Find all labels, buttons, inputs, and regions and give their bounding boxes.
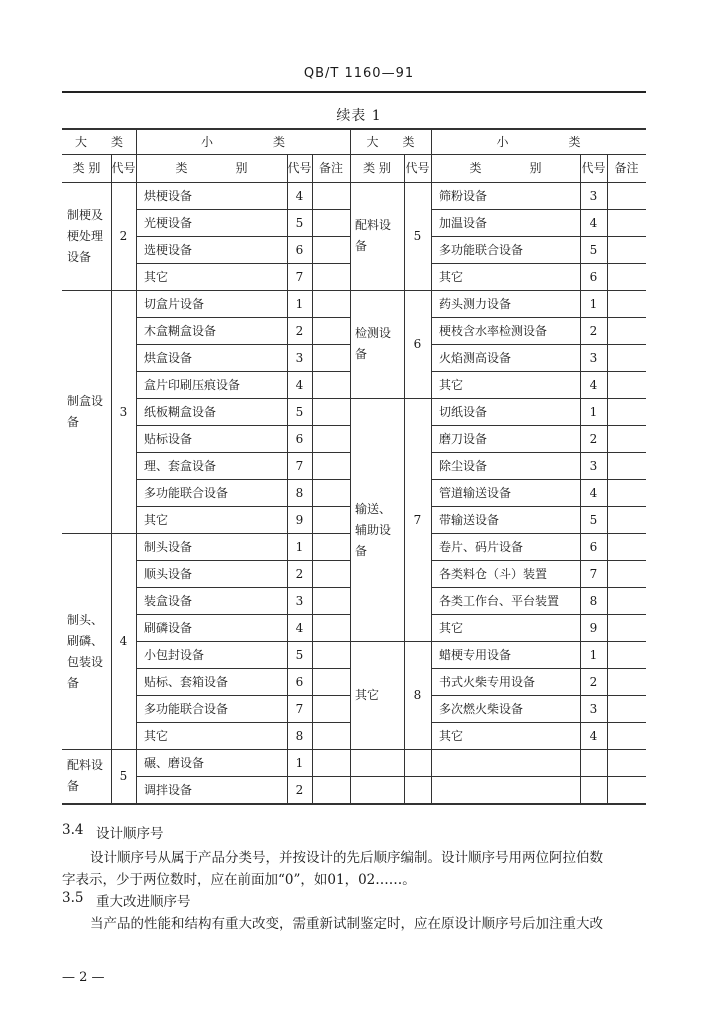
paragraph-2-line-1: 当产品的性能和结构有重大改变，需重新试制鉴定时，应在原设计顺序号后加注重大改 — [90, 916, 603, 932]
left-group-code: 3 — [119, 404, 128, 419]
right-row-divider — [431, 641, 646, 642]
left-row-divider — [136, 614, 350, 615]
right-subcategory-code: 2 — [589, 432, 598, 446]
header-category-left: 类 别 — [72, 161, 101, 175]
page-number: — 2 — — [62, 970, 105, 985]
right-subcategory-name: 加温设备 — [439, 216, 488, 230]
right-subcategory-name: 其它 — [439, 378, 464, 392]
left-subcategory-name: 烘盒设备 — [144, 351, 193, 365]
left-subcategory-code: 5 — [295, 216, 304, 230]
right-group-code: 8 — [413, 688, 422, 702]
code-column-divider-1 — [404, 154, 405, 803]
right-group-divider-3 — [350, 641, 431, 642]
left-row-divider — [136, 506, 350, 507]
right-subcategory-code: 1 — [589, 297, 598, 311]
left-subcategory-name: 光梗设备 — [144, 216, 193, 230]
left-subcategory-code: 2 — [295, 567, 304, 581]
left-subcategory-name: 切盒片设备 — [144, 297, 205, 311]
left-subcategory-name: 其它 — [144, 513, 169, 527]
left-subcategory-code: 6 — [295, 243, 304, 257]
header-category-right: 类 别 — [363, 161, 391, 175]
left-subcategory-name: 装盒设备 — [144, 594, 193, 608]
left-row-divider — [136, 749, 350, 750]
left-subcategory-code: 9 — [295, 513, 304, 527]
right-row-divider — [431, 506, 646, 507]
right-subcategory-code: 4 — [589, 216, 598, 230]
paragraph-1-line-1: 设计顺序号从属于产品分类号，并按设计的先后顺序编制。设计顺序号用两位阿拉伯数 — [90, 850, 603, 866]
header-rule — [62, 91, 646, 93]
left-subcategory-code: 2 — [295, 783, 304, 797]
right-group-name: 输送、辅助设备 — [355, 501, 392, 558]
right-subcategory-code: 3 — [589, 702, 598, 716]
left-subcategory-code: 7 — [295, 702, 304, 716]
right-row-divider — [431, 614, 646, 615]
left-subcategory-name: 碾、磨设备 — [144, 756, 205, 770]
right-row-divider — [431, 452, 646, 453]
right-group-divider-2 — [350, 398, 431, 399]
left-subcategory-code: 2 — [295, 324, 304, 338]
left-group-divider-2 — [62, 533, 136, 534]
right-subcategory-code: 1 — [589, 405, 598, 419]
left-group-name: 制梗及梗处理设备 — [67, 207, 104, 264]
left-subcategory-code: 8 — [295, 486, 304, 500]
right-subcategory-name: 多次燃火柴设备 — [439, 702, 524, 716]
header-subcode-left: 代号 — [287, 161, 312, 175]
major-column-divider-0 — [136, 128, 137, 803]
section-3-4-heading: 设计顺序号 — [96, 826, 164, 842]
left-subcategory-code: 8 — [295, 729, 304, 743]
right-subcategory-name: 其它 — [439, 621, 464, 635]
right-subcategory-name: 除尘设备 — [439, 459, 488, 473]
header-row-divider — [62, 154, 646, 155]
right-row-divider — [431, 398, 646, 399]
left-row-divider — [136, 290, 350, 291]
header-remarks-left: 备注 — [318, 161, 344, 175]
right-group-code: 5 — [413, 229, 422, 243]
left-group-code: 5 — [119, 769, 128, 783]
table-bottom-rule — [62, 803, 646, 805]
left-subcategory-name: 理、套盒设备 — [144, 459, 217, 473]
table-title: 续表 1 — [336, 108, 382, 124]
right-subcategory-code: 4 — [589, 378, 598, 392]
left-subcategory-name: 其它 — [144, 729, 169, 743]
left-subcategory-name: 小包封设备 — [144, 648, 205, 662]
left-row-divider — [136, 344, 350, 345]
right-subcategory-name: 其它 — [439, 729, 464, 743]
left-row-divider — [136, 425, 350, 426]
left-subcategory-code: 6 — [295, 675, 304, 689]
left-row-divider — [136, 695, 350, 696]
right-group-name: 其它 — [355, 687, 380, 702]
left-row-divider — [136, 479, 350, 480]
header-minor-class-right: 小 类 — [496, 135, 581, 149]
left-subcategory-code: 4 — [295, 189, 304, 203]
right-subcategory-code: 2 — [589, 675, 598, 689]
right-subcategory-code: 6 — [589, 540, 598, 554]
left-row-divider — [136, 317, 350, 318]
right-row-divider — [431, 722, 646, 723]
left-row-divider — [136, 371, 350, 372]
right-empty-row-divider — [350, 776, 646, 777]
right-row-divider — [431, 560, 646, 561]
section-3-4-number: 3.4 — [62, 822, 84, 838]
right-subcategory-code: 3 — [589, 459, 598, 473]
right-group-code: 6 — [413, 337, 422, 351]
left-row-divider — [136, 398, 350, 399]
left-subcategory-name: 制头设备 — [144, 540, 193, 554]
left-subcategory-name: 木盒糊盒设备 — [144, 324, 217, 338]
right-group-name: 配料设备 — [355, 218, 392, 253]
left-subcategory-code: 4 — [295, 621, 304, 635]
left-subcategory-code: 5 — [295, 405, 304, 419]
right-subcategory-name: 多功能联合设备 — [439, 243, 524, 257]
section-3-5-heading: 重大改进顺序号 — [96, 894, 191, 910]
left-row-divider — [136, 668, 350, 669]
right-subcategory-code: 3 — [589, 189, 598, 203]
right-subcategory-name: 药头测力设备 — [439, 297, 512, 311]
right-subcategory-name: 管道输送设备 — [439, 486, 512, 500]
left-subcategory-name: 刷磷设备 — [144, 621, 193, 635]
right-subcategory-code: 7 — [589, 567, 598, 581]
header-subcategory-left: 类 别 — [175, 161, 248, 175]
left-group-name: 制头、刷磷、包装设备 — [67, 612, 104, 690]
right-subcategory-name: 切纸设备 — [439, 405, 488, 419]
left-row-divider — [136, 641, 350, 642]
left-row-divider — [136, 776, 350, 777]
left-subcategory-code: 1 — [295, 756, 304, 770]
left-subcategory-code: 1 — [295, 297, 304, 311]
right-subcategory-code: 5 — [589, 513, 598, 527]
left-subcategory-code: 3 — [295, 594, 304, 608]
right-subcategory-code: 8 — [589, 594, 598, 608]
left-subcategory-code: 4 — [295, 378, 304, 392]
left-subcategory-code: 7 — [295, 459, 304, 473]
left-group-name: 制盒设备 — [67, 393, 104, 429]
left-subcategory-name: 多功能联合设备 — [144, 486, 229, 500]
left-row-divider — [136, 452, 350, 453]
header-code-right: 代号 — [405, 161, 430, 175]
header-minor-class-left: 小 类 — [200, 135, 286, 149]
right-group-name: 检测设备 — [355, 326, 392, 361]
right-row-divider — [431, 425, 646, 426]
left-group-code: 2 — [119, 229, 128, 243]
left-subcategory-name: 纸板糊盒设备 — [144, 405, 217, 419]
right-row-divider — [431, 236, 646, 237]
right-subcategory-name: 带输送设备 — [439, 513, 500, 527]
right-subcategory-code: 9 — [589, 621, 598, 635]
right-row-divider — [431, 317, 646, 318]
left-subcategory-code: 1 — [295, 540, 304, 554]
paragraph-1-line-2: 字表示，少于两位数时，应在前面加“0”，如01，02……。 — [62, 872, 416, 888]
left-subcategory-name: 贴标、套箱设备 — [144, 675, 229, 689]
right-subcategory-name: 火焰测高设备 — [439, 351, 512, 365]
right-group-divider-1 — [350, 290, 431, 291]
right-subcategory-name: 磨刀设备 — [439, 432, 488, 446]
left-group-divider-1 — [62, 290, 136, 291]
left-subcategory-code: 6 — [295, 432, 304, 446]
table-middle-divider — [350, 128, 351, 803]
right-row-divider — [431, 668, 646, 669]
right-subcategory-code: 1 — [589, 648, 598, 662]
right-subcategory-name: 其它 — [439, 270, 464, 284]
left-subcategory-name: 调拌设备 — [144, 783, 193, 797]
right-subcategory-code: 5 — [589, 243, 598, 257]
right-subcategory-code: 2 — [589, 324, 598, 338]
left-row-divider — [136, 236, 350, 237]
left-subcategory-name: 其它 — [144, 270, 169, 284]
left-group-code: 4 — [119, 634, 128, 648]
right-subcategory-name: 书式火柴专用设备 — [439, 675, 536, 689]
header-remarks-right: 备注 — [614, 161, 639, 175]
right-subcategory-name: 梗枝含水率检测设备 — [439, 324, 548, 338]
header-code-left: 代号 — [111, 161, 136, 175]
right-row-divider — [431, 209, 646, 210]
right-row-divider — [431, 290, 646, 291]
left-subcategory-name: 多功能联合设备 — [144, 702, 229, 716]
left-subcategory-code: 3 — [295, 351, 304, 365]
major-column-divider-1 — [431, 128, 432, 803]
header-bottom-rule — [62, 182, 646, 183]
left-row-divider — [136, 263, 350, 264]
right-subcategory-code: 3 — [589, 351, 598, 365]
right-row-divider — [431, 533, 646, 534]
right-row-divider — [431, 371, 646, 372]
left-subcategory-name: 盒片印刷压痕设备 — [144, 378, 241, 392]
left-row-divider — [136, 587, 350, 588]
left-group-divider-3 — [62, 749, 136, 750]
left-subcategory-name: 烘梗设备 — [144, 189, 193, 203]
left-row-divider — [136, 533, 350, 534]
left-subcategory-name: 顺头设备 — [144, 567, 193, 581]
right-subcategory-name: 各类料仓（斗）装置 — [439, 567, 548, 581]
table-top-rule — [62, 128, 646, 130]
right-subcategory-name: 蜡梗专用设备 — [439, 648, 512, 662]
right-subcategory-code: 4 — [589, 486, 598, 500]
left-row-divider — [136, 722, 350, 723]
right-group-code: 7 — [413, 512, 422, 527]
right-row-divider — [431, 695, 646, 696]
left-subcategory-code: 5 — [295, 648, 304, 662]
left-row-divider — [136, 209, 350, 210]
right-row-divider — [431, 587, 646, 588]
right-row-divider — [431, 479, 646, 480]
right-empty-row-divider — [350, 749, 646, 750]
left-row-divider — [136, 560, 350, 561]
code-column-divider-0 — [111, 154, 112, 803]
right-subcategory-name: 筛粉设备 — [439, 189, 488, 203]
right-subcategory-name: 各类工作台、平台装置 — [439, 594, 560, 608]
header-major-class-left: 大 类 — [74, 135, 124, 149]
document-code: QB/T 1160—91 — [303, 66, 415, 81]
section-3-5-number: 3.5 — [62, 890, 84, 906]
header-subcategory-right: 类 别 — [469, 161, 542, 175]
right-subcategory-code: 6 — [589, 270, 598, 284]
left-subcategory-name: 贴标设备 — [144, 432, 193, 446]
right-subcategory-code: 4 — [589, 729, 598, 743]
left-subcategory-code: 7 — [295, 270, 304, 284]
header-subcode-right: 代号 — [581, 161, 606, 175]
right-row-divider — [431, 263, 646, 264]
left-subcategory-name: 选梗设备 — [144, 243, 193, 257]
right-subcategory-name: 卷片、码片设备 — [439, 540, 524, 554]
left-group-name: 配料设备 — [67, 758, 104, 793]
right-row-divider — [431, 344, 646, 345]
header-major-class-right: 大 类 — [366, 135, 415, 149]
